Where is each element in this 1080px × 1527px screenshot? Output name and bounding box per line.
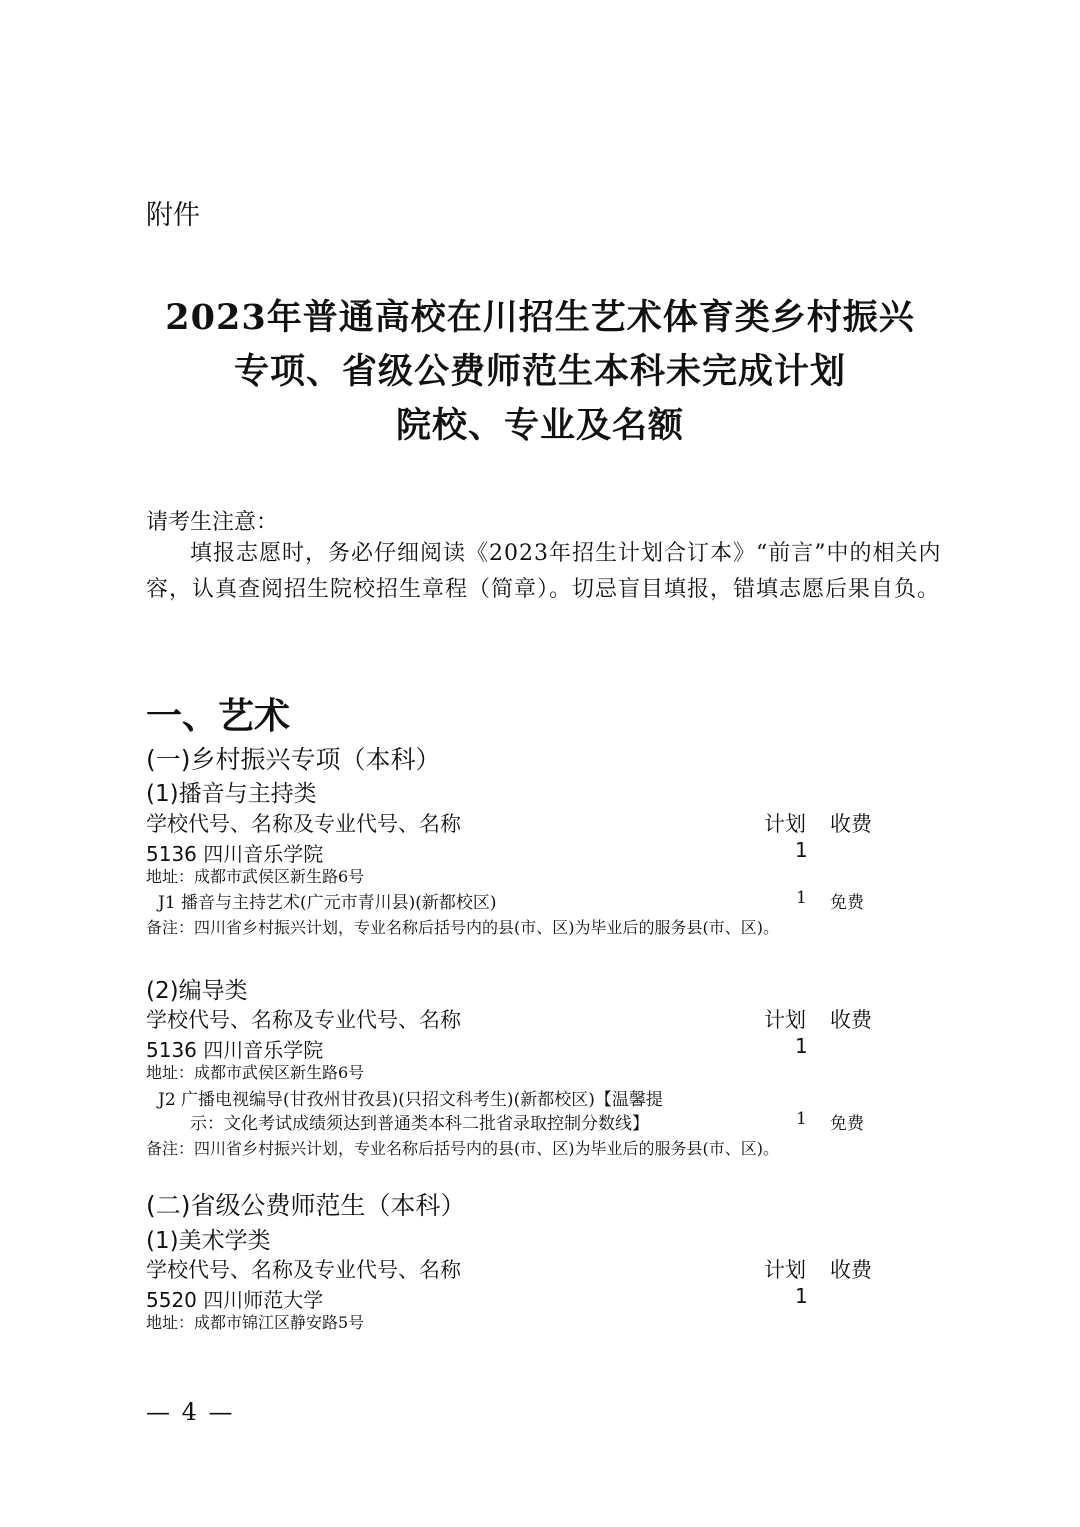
title-line-2: 专项、省级公费师范生本科未完成计划 <box>233 351 846 392</box>
notice-heading: 请考生注意： <box>146 510 279 535</box>
rural-heading: (一)乡村振兴专项（本科） <box>146 745 441 774</box>
rural-cat2-header-plan: 计划 <box>764 1008 806 1032</box>
teacher-cat1-title: (1)美术学类 <box>146 1228 271 1254</box>
page-number: — 4 — <box>146 1398 235 1426</box>
rural-cat2-school-plan: 1 <box>795 1034 808 1058</box>
rural-cat2-major-line1: J2 广播电视编导(甘孜州甘孜县)(只招文科考生)(新都校区)【温馨提 <box>158 1090 663 1110</box>
rural-cat1-school: 5136 四川音乐学院 <box>146 842 324 866</box>
rural-cat2-major-plan: 1 <box>796 1109 807 1129</box>
teacher-cat1-school-plan: 1 <box>795 1284 808 1308</box>
rural-cat1-major: J1 播音与主持艺术(广元市青川县)(新都校区) <box>158 893 497 913</box>
rural-cat2-major-line2: 示：文化考试成绩须达到普通类本科二批省录取控制分数线】 <box>190 1114 649 1134</box>
teacher-cat1-school: 5520 四川师范大学 <box>146 1288 324 1312</box>
notice-body: 填报志愿时，务必仔细阅读《2023年招生计划合订本》“前言”中的相关内容，认真查阅招生院校招生章程（简章）。切忌盲目填报，错填志愿后果自负。 <box>146 541 942 602</box>
rural-cat2-note: 备注：四川省乡村振兴计划，专业名称后括号内的县(市、区)为毕业后的服务县(市、区)。 <box>146 1139 779 1158</box>
title-line-3: 院校、专业及名额 <box>395 405 684 446</box>
rural-cat2-school: 5136 四川音乐学院 <box>146 1038 324 1062</box>
title-line-1: 2023年普通高校在川招生艺术体育类乡村振兴 <box>165 297 915 338</box>
rural-cat1-note: 备注：四川省乡村振兴计划，专业名称后括号内的县(市、区)为毕业后的服务县(市、区)。 <box>146 918 779 937</box>
teacher-cat1-header-school: 学校代号、名称及专业代号、名称 <box>146 1258 461 1282</box>
rural-cat2-header-fee: 收费 <box>830 1008 872 1032</box>
rural-cat2-major-fee: 免费 <box>830 1114 864 1134</box>
teacher-cat1-address: 地址：成都市锦江区静安路5号 <box>146 1313 365 1332</box>
rural-cat1-header-fee: 收费 <box>830 812 872 836</box>
rural-cat1-major-fee: 免费 <box>830 893 864 913</box>
rural-cat1-title: (1)播音与主持类 <box>146 781 317 807</box>
section-art-heading: 一、艺术 <box>146 696 291 737</box>
rural-cat2-address: 地址：成都市武侯区新生路6号 <box>146 1063 365 1082</box>
teacher-cat1-header-plan: 计划 <box>764 1258 806 1282</box>
rural-cat2-header-school: 学校代号、名称及专业代号、名称 <box>146 1008 461 1032</box>
attachment-label: 附件 <box>146 200 200 231</box>
teacher-cat1-header-fee: 收费 <box>830 1258 872 1282</box>
rural-cat1-header-school: 学校代号、名称及专业代号、名称 <box>146 812 461 836</box>
rural-cat2-title: (2)编导类 <box>146 978 248 1004</box>
teacher-heading: (二)省级公费师范生（本科） <box>146 1191 466 1220</box>
rural-cat1-major-plan: 1 <box>796 888 807 908</box>
rural-cat1-header-plan: 计划 <box>764 812 806 836</box>
rural-cat1-address: 地址：成都市武侯区新生路6号 <box>146 867 365 886</box>
rural-cat1-school-plan: 1 <box>795 838 808 862</box>
